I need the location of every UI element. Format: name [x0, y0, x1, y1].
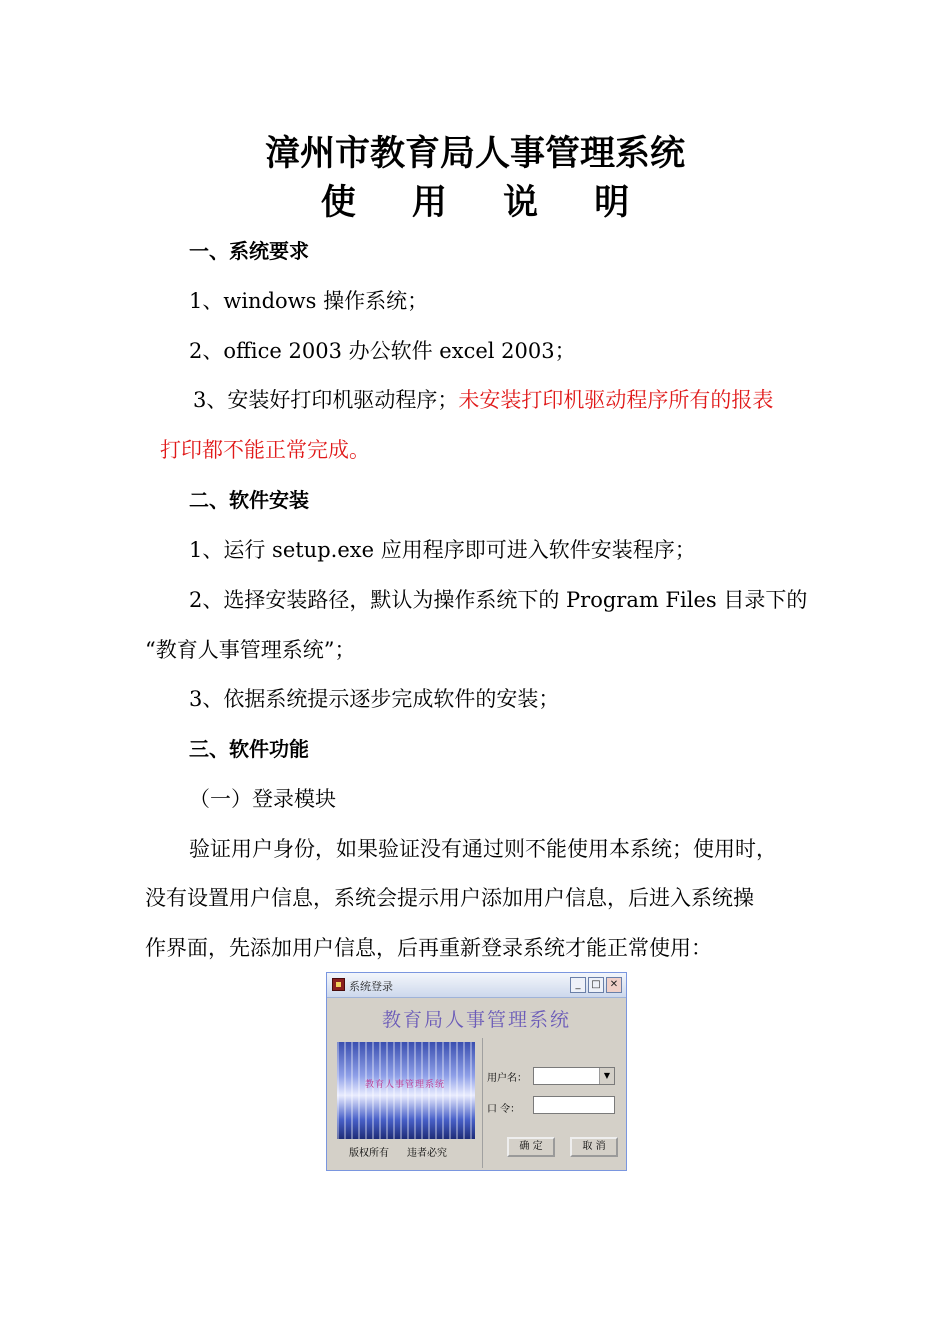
close-icon[interactable]: ✕ — [606, 977, 622, 993]
window-title: 系统登录 — [349, 980, 393, 993]
app-icon — [332, 978, 345, 991]
warning-text-continued: 打印都不能正常完成。 — [160, 438, 370, 462]
install-step: 1、运行 setup.exe 应用程序即可进入软件安装程序； — [189, 538, 696, 562]
chevron-down-icon[interactable]: ▼ — [599, 1068, 614, 1084]
install-step: 2、选择安装路径，默认为操作系统下的 Program Files 目录下的 — [189, 588, 808, 612]
section-heading-requirements: 一、系统要求 — [189, 239, 309, 263]
requirement-item: 2、office 2003 办公软件 excel 2003； — [189, 339, 576, 363]
document-subtitle: 使 用 说 明 — [320, 183, 652, 223]
subsection-heading-login: （一）登录模块 — [189, 787, 336, 811]
paragraph-line: 没有设置用户信息，系统会提示用户添加用户信息，后进入系统操 — [145, 886, 754, 910]
requirement-item: 3、安装好打印机驱动程序； — [193, 388, 459, 412]
window-title-bar — [327, 973, 626, 998]
image-caption: 教育人事管理系统 — [365, 1080, 446, 1090]
login-window-screenshot — [326, 972, 627, 1171]
document-title: 漳州市教育局人事管理系统 — [264, 134, 685, 174]
username-select[interactable] — [533, 1067, 615, 1085]
copyright-left: 版权所有 — [349, 1148, 389, 1159]
section-heading-installation: 二、软件安装 — [189, 488, 309, 512]
ok-button[interactable]: 确 定 — [507, 1137, 555, 1157]
maximize-icon[interactable]: □ — [588, 977, 604, 993]
app-title: 教育局人事管理系统 — [381, 1009, 571, 1031]
warning-text: 未安装打印机驱动程序所有的报表 — [458, 388, 774, 412]
section-heading-functions: 三、软件功能 — [189, 737, 309, 761]
username-label: 用户名： — [487, 1073, 527, 1084]
install-step-continued: “教育人事管理系统”； — [145, 638, 356, 662]
minimize-icon[interactable]: _ — [570, 977, 586, 993]
password-input[interactable] — [533, 1096, 615, 1114]
requirement-item: 1、windows 操作系统； — [189, 289, 429, 313]
panel-divider — [482, 1038, 483, 1168]
cancel-button[interactable]: 取 消 — [570, 1137, 618, 1157]
paragraph-line: 验证用户身份，如果验证没有通过则不能使用本系统；使用时， — [189, 837, 777, 861]
install-step: 3、依据系统提示逐步完成软件的安装； — [189, 687, 560, 711]
password-label: 口 令： — [487, 1104, 521, 1115]
waterfall-image — [337, 1042, 475, 1139]
paragraph-line: 作界面，先添加用户信息，后再重新登录系统才能正常使用： — [145, 936, 712, 960]
copyright-right: 违者必究 — [407, 1148, 447, 1159]
